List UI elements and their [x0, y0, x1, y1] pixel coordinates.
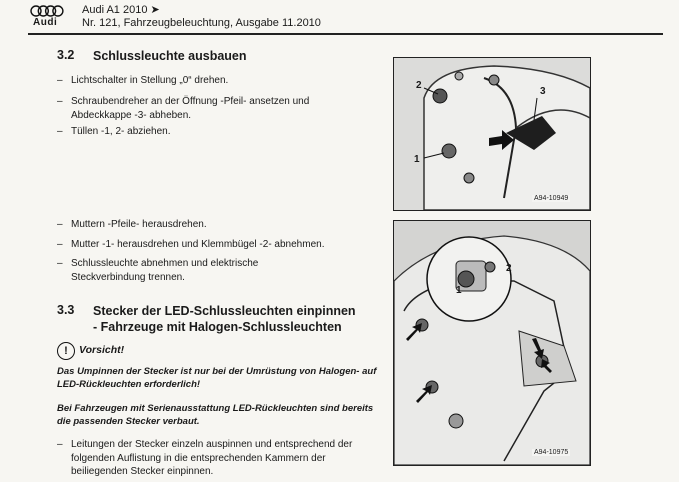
- figure-2-id: A94-10975: [534, 449, 569, 456]
- list-item: – Tüllen -1, 2- abziehen.: [57, 126, 171, 137]
- logo-text: Audi: [33, 17, 58, 28]
- figure-1-label-2: 2: [416, 80, 422, 91]
- exclamation-circle-icon: !: [57, 342, 75, 360]
- list-item: – Leitungen der Stecker einzeln auspinnen und entsprechend der folgenden Auflistung in die entsprechenden Kammern der beiliegenden Stecker einpinnen.: [57, 439, 353, 477]
- figure-2-illustration: [394, 221, 590, 465]
- list-item: – Mutter -1- herausdrehen und Klemmbügel -2- abnehmen.: [57, 239, 325, 250]
- list-item: – Schraubendreher an der Öffnung -Pfeil- ansetzen und Abdeckkappe -3- abheben.: [57, 96, 310, 121]
- section-3-3-number: 3.3: [57, 303, 75, 317]
- section-3-2-title: Schlussleuchte ausbauen: [93, 49, 247, 63]
- figure-1-id: A94-10949: [534, 195, 569, 202]
- document-title: Nr. 121, Fahrzeugbeleuchtung, Ausgabe 11.2010: [82, 17, 321, 29]
- list-item: – Lichtschalter in Stellung „0“ drehen.: [57, 75, 229, 86]
- warning-text-2: Bei Fahrzeugen mit Serienausstattung LED-Rückleuchten sind bereits die passenden Stecker verbaut.: [57, 403, 374, 427]
- figure-1-illustration: [394, 58, 590, 210]
- list-item: – Muttern -Pfeile- herausdrehen.: [57, 219, 207, 230]
- section-3-3-title-line1: Stecker der LED-Schlussleuchten einpinnen: [93, 304, 356, 318]
- model-title: Audi A1 2010 ➤: [82, 4, 160, 16]
- figure-2-label-1: 1: [456, 285, 462, 296]
- section-3-2-number: 3.2: [57, 48, 75, 62]
- figure-1-label-1: 1: [414, 154, 420, 165]
- figure-1-label-3: 3: [540, 86, 546, 97]
- section-3-3-title-line2: - Fahrzeuge mit Halogen-Schlussleuchten: [93, 320, 342, 334]
- list-item: – Schlussleuchte abnehmen und elektrische Steckverbindung trennen.: [57, 258, 259, 283]
- figure-taillight-nuts: [393, 220, 591, 466]
- header-rule: [28, 33, 663, 35]
- figure-2-label-2: 2: [506, 263, 512, 274]
- audi-rings-logo: [30, 4, 64, 18]
- warning-text-1: Das Umpinnen der Stecker ist nur bei der Umrüstung von Halogen- auf LED-Rückleuchten erforderlich!: [57, 366, 377, 390]
- caution-label: Vorsicht!: [79, 344, 125, 356]
- figure-taillight-cover: [393, 57, 591, 211]
